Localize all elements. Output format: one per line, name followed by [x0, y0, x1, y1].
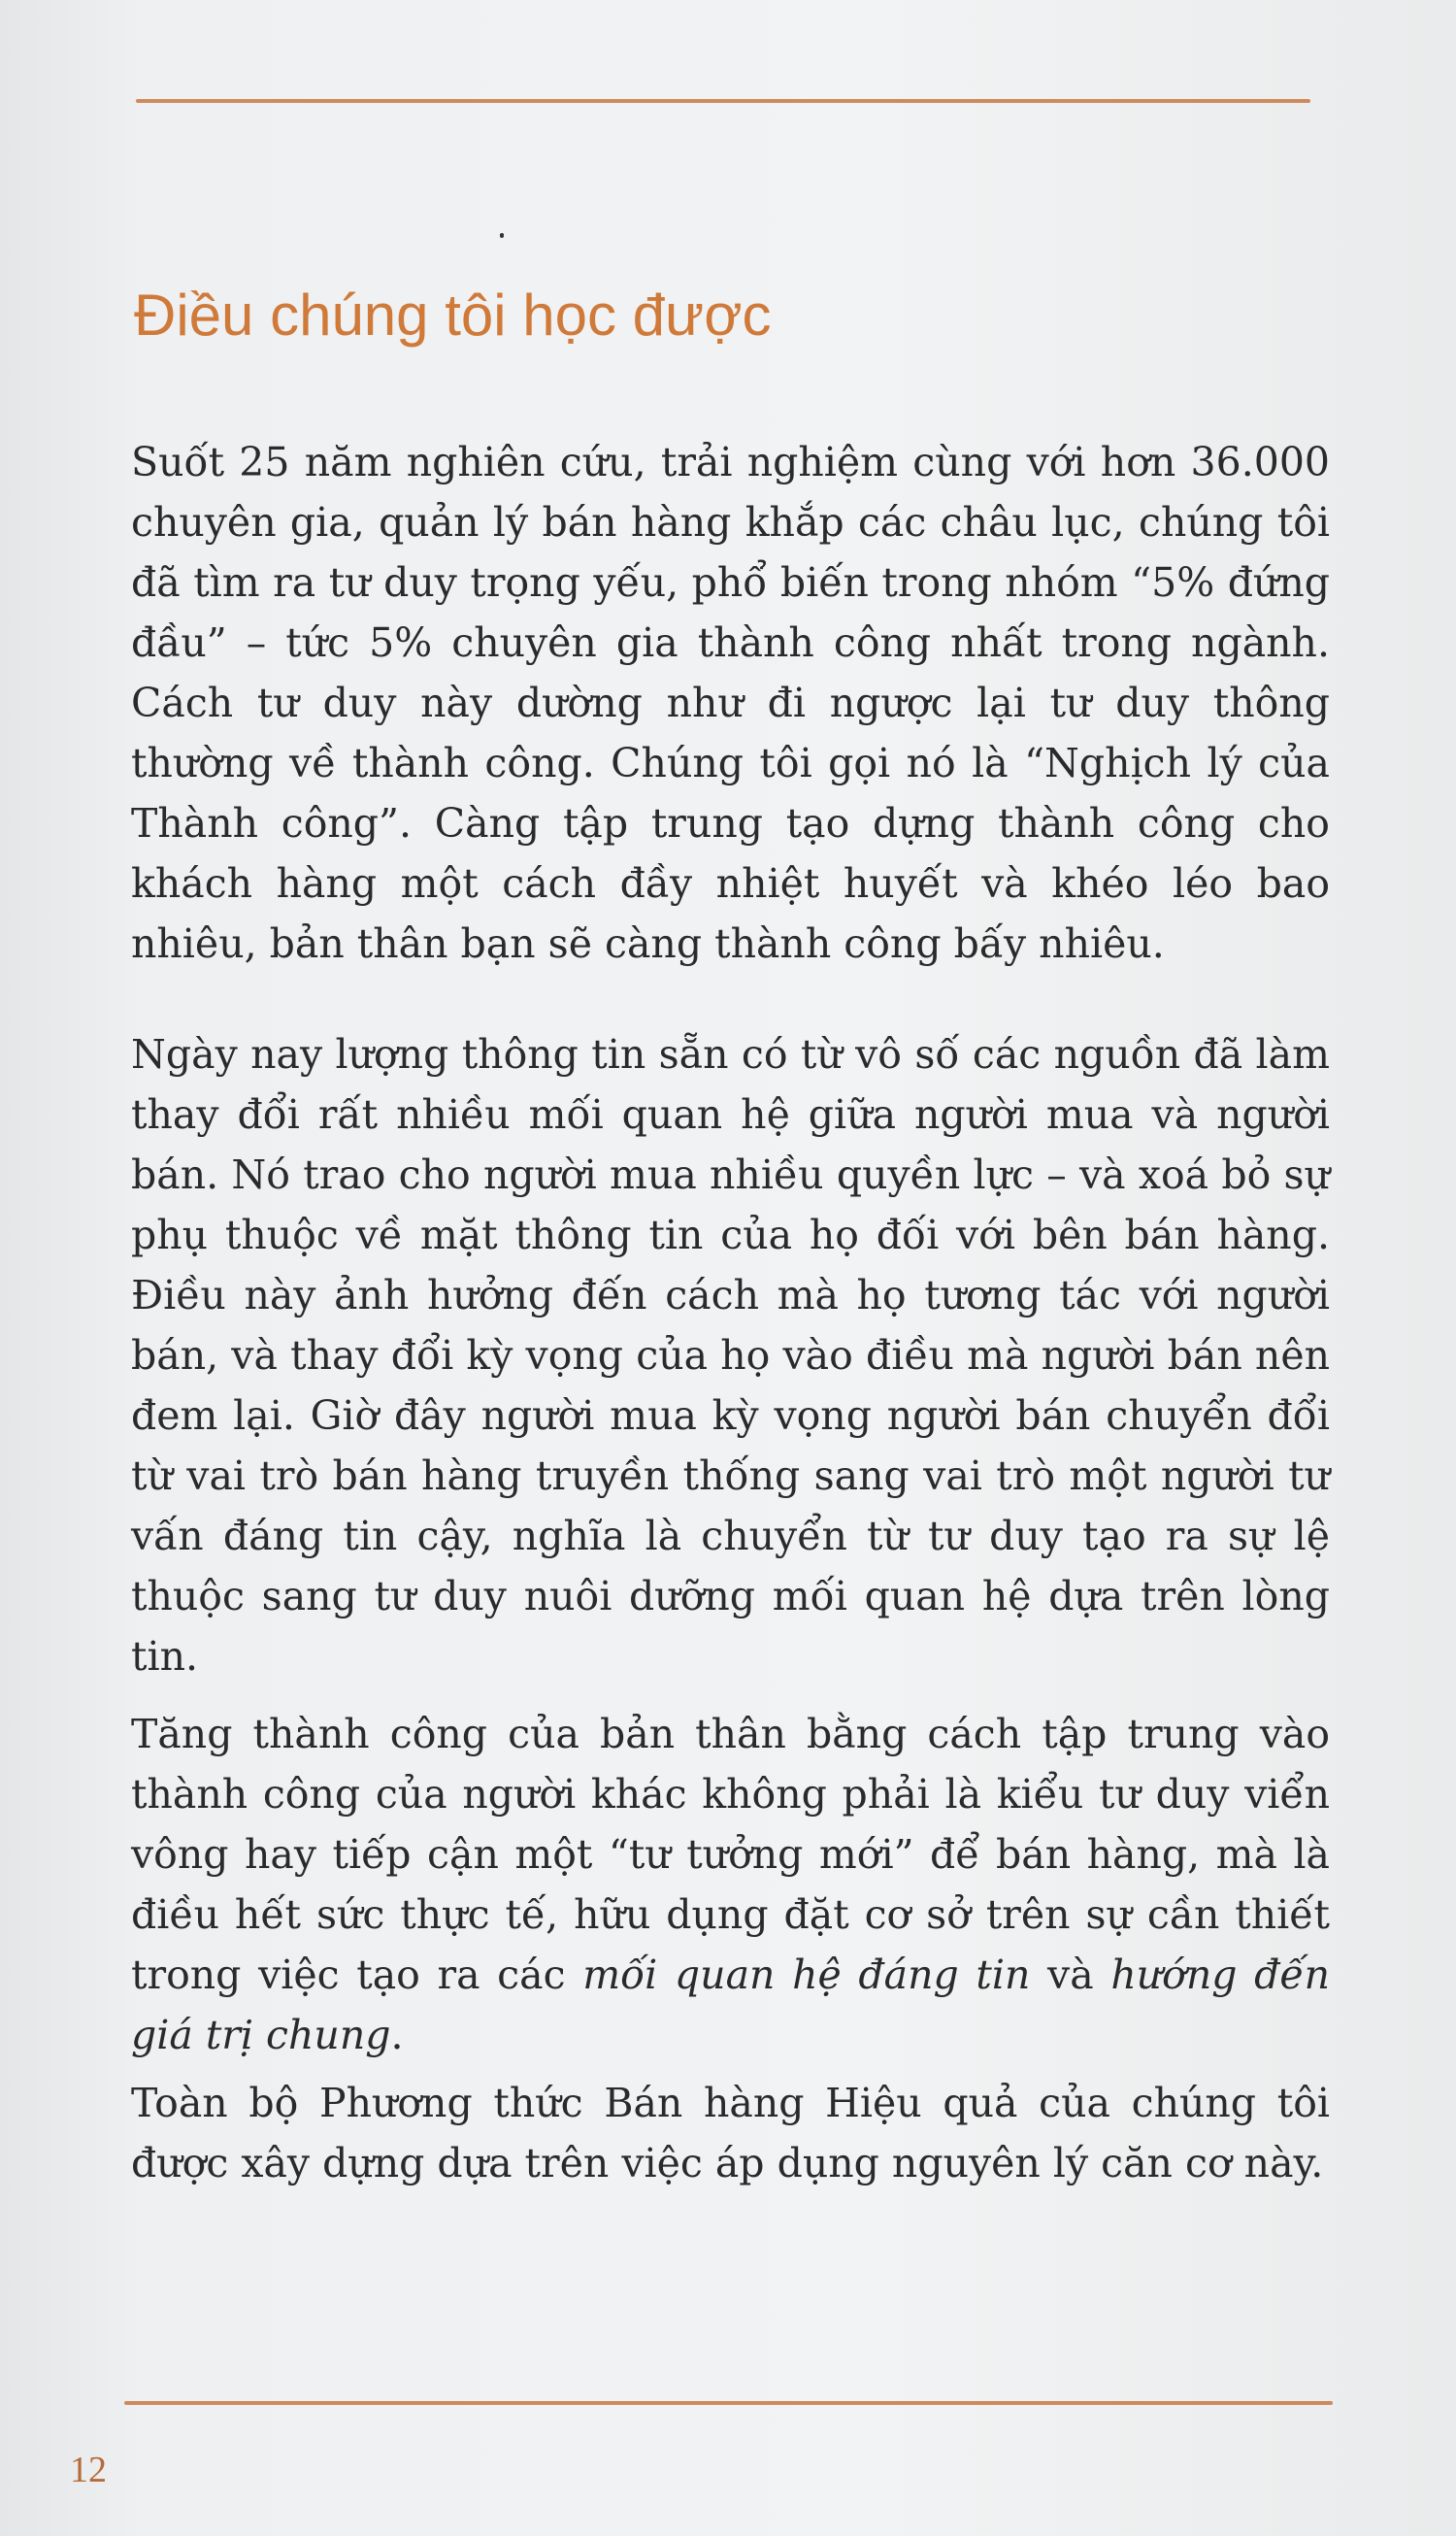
emphasis-shared-value: hướng đến giá trị chung: [131, 1952, 1331, 2058]
paragraph-3-end: .: [390, 2012, 404, 2058]
paragraph-3-text: [131, 1704, 1330, 2065]
paragraph-2: [131, 1024, 1330, 1686]
top-divider-rule: [136, 99, 1310, 103]
paragraph-3: [131, 1704, 1330, 2065]
section-heading: Điều chúng tôi học được: [134, 283, 772, 348]
paragraph-3-lead: Tăng thành công của bản thân bằng cách tập trung vào thành công của người khác không phải là kiểu tư duy viển vông hay tiếp cận một “tư tưởng mới” để bán hàng, mà là điều hết sức thực tế, hữu dụng đặt cơ sở trên sự cần thiết trong việc tạo ra các: [131, 1711, 1330, 1998]
paragraph-2-text: Ngày nay lượng thông tin sẵn có từ vô số các nguồn đã làm thay đổi rất nhiều mối quan hệ giữa người mua và người bán. Nó trao cho người mua nhiều quyền lực – và xoá bỏ sự phụ thuộc về mặt thông tin của họ đối với bên bán hàng. Điều này ảnh hưởng đến cách mà họ tương tác với người bán, và thay đổi kỳ vọng của họ vào điều mà người bán nên đem lại. Giờ đây người mua kỳ vọng người bán chuyển đổi từ vai trò bán hàng truyền thống sang vai trò một người tư vấn đáng tin cậy, nghĩa là chuyển từ tư duy tạo ra sự lệ thuộc sang tư duy nuôi dưỡng mối quan hệ dựa trên lòng tin.: [131, 1031, 1330, 1680]
speck-mark: [500, 233, 504, 238]
paragraph-4: [131, 2073, 1330, 2193]
page-number: 12: [70, 2450, 107, 2490]
paragraph-4-text: Toàn bộ Phương thức Bán hàng Hiệu quả của chúng tôi được xây dựng dựa trên việc áp dụng nguyên lý căn cơ này.: [131, 2080, 1330, 2186]
bottom-divider-rule: [124, 2401, 1333, 2405]
paragraph-1-text: Suốt 25 năm nghiên cứu, trải nghiệm cùng với hơn 36.000 chuyên gia, quản lý bán hàng khắp các châu lục, chúng tôi đã tìm ra tư duy trọng yếu, phổ biến trong nhóm “5% đứng đầu” – tức 5% chuyên gia thành công nhất trong ngành. Cách tư duy này dường như đi ngược lại tư duy thông thường về thành công. Chúng tôi gọi nó là “Nghịch lý của Thành công”. Càng tập trung tạo dựng thành công cho khách hàng một cách đầy nhiệt huyết và khéo léo bao nhiêu, bản thân bạn sẽ càng thành công bấy nhiêu.: [131, 439, 1330, 967]
emphasis-trusted-relationships: mối quan hệ đáng tin: [582, 1952, 1031, 1998]
paragraph-3-conjunction: và: [1030, 1952, 1111, 1998]
paragraph-1: [131, 432, 1330, 974]
